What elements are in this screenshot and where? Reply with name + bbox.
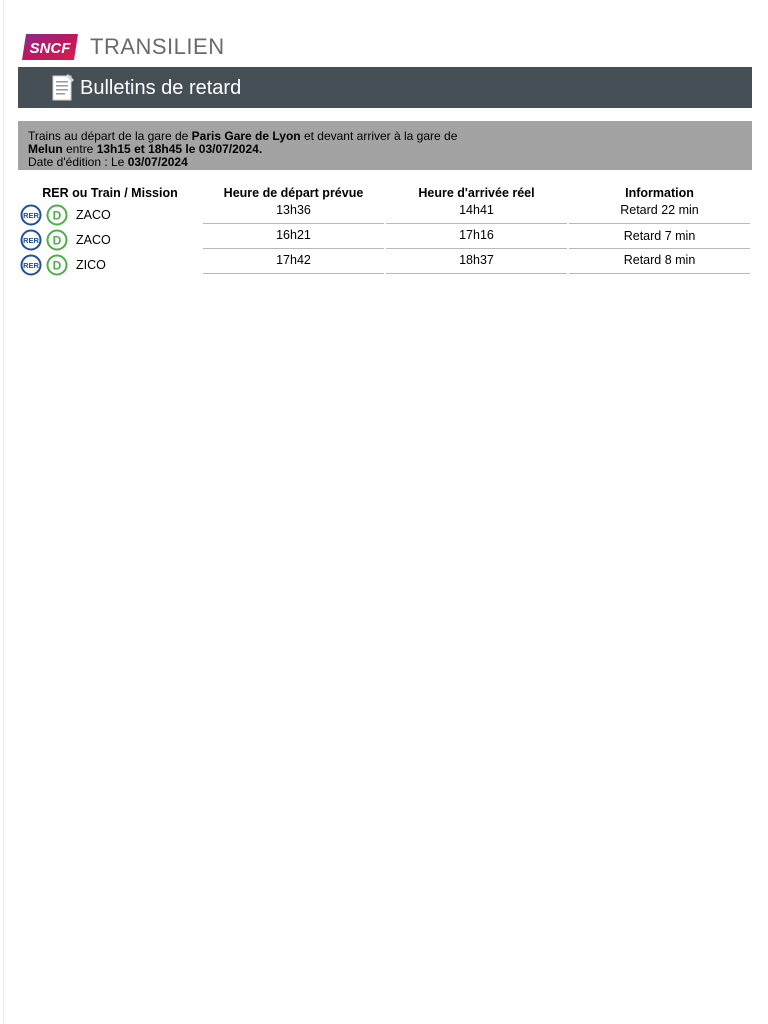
delay-info: Retard 8 min — [623, 253, 696, 267]
column-header-mission: RER ou Train / Mission — [42, 186, 178, 200]
column-header-arrival: Heure d'arrivée réel — [418, 186, 535, 200]
document-icon — [50, 73, 76, 103]
network-label: RER — [23, 236, 39, 245]
line-d-icon — [46, 229, 68, 251]
edition-label: Date d'édition : Le — [28, 155, 128, 169]
page-edge — [3, 0, 4, 1024]
summary-prefix: Trains au départ de la gare de — [28, 129, 192, 143]
table-row — [20, 254, 106, 276]
column-header-information: Information — [625, 186, 694, 200]
row-divider — [203, 248, 384, 249]
row-divider — [203, 223, 384, 224]
line-badges — [20, 229, 68, 251]
line-badges — [20, 254, 68, 276]
rer-network-icon — [20, 254, 42, 276]
departure-time: 17h42 — [276, 253, 311, 267]
table-row — [20, 204, 111, 226]
departure-time: 16h21 — [276, 228, 311, 242]
rer-network-icon — [20, 229, 42, 251]
sncf-logo — [22, 32, 80, 62]
title-bar — [18, 67, 752, 108]
between-label: entre — [62, 142, 97, 156]
row-divider — [386, 248, 567, 249]
rer-network-icon — [20, 204, 42, 226]
line-label: D — [52, 208, 62, 223]
delay-info: Retard 7 min — [623, 229, 696, 243]
line-badges — [20, 204, 68, 226]
arrival-time: 17h16 — [459, 228, 494, 242]
edition-date: 03/07/2024 — [127, 155, 188, 169]
summary-suffix: et devant arriver à la gare de — [300, 129, 458, 143]
delay-info: Retard 22 min — [620, 203, 699, 217]
network-label: RER — [23, 261, 39, 270]
row-divider — [569, 248, 750, 249]
row-divider — [203, 273, 384, 274]
row-divider — [569, 273, 750, 274]
brand-name: TRANSILIEN — [90, 34, 225, 59]
summary-line-3 — [28, 156, 752, 169]
sncf-logo-text: SNCF — [29, 40, 71, 57]
arrival-station: Melun — [28, 142, 63, 156]
table-row — [20, 229, 111, 251]
mission-code: ZICO — [76, 258, 106, 272]
row-divider — [386, 223, 567, 224]
line-label: D — [52, 258, 62, 273]
row-divider — [386, 273, 567, 274]
time-range: 13h15 et 18h45 le 03/07/2024. — [96, 142, 263, 156]
network-label: RER — [23, 211, 39, 220]
column-header-departure: Heure de départ prévue — [223, 186, 364, 200]
line-d-icon — [46, 254, 68, 276]
line-d-icon — [46, 204, 68, 226]
arrival-time: 18h37 — [459, 253, 494, 267]
mission-code: ZACO — [76, 208, 111, 222]
page-title: Bulletins de retard — [80, 77, 242, 99]
brand-header — [22, 30, 225, 64]
arrival-time: 14h41 — [459, 203, 494, 217]
row-divider — [569, 223, 750, 224]
departure-time: 13h36 — [276, 203, 311, 217]
departure-station: Paris Gare de Lyon — [191, 129, 301, 143]
mission-code: ZACO — [76, 233, 111, 247]
query-summary — [18, 121, 752, 170]
line-label: D — [52, 233, 62, 248]
